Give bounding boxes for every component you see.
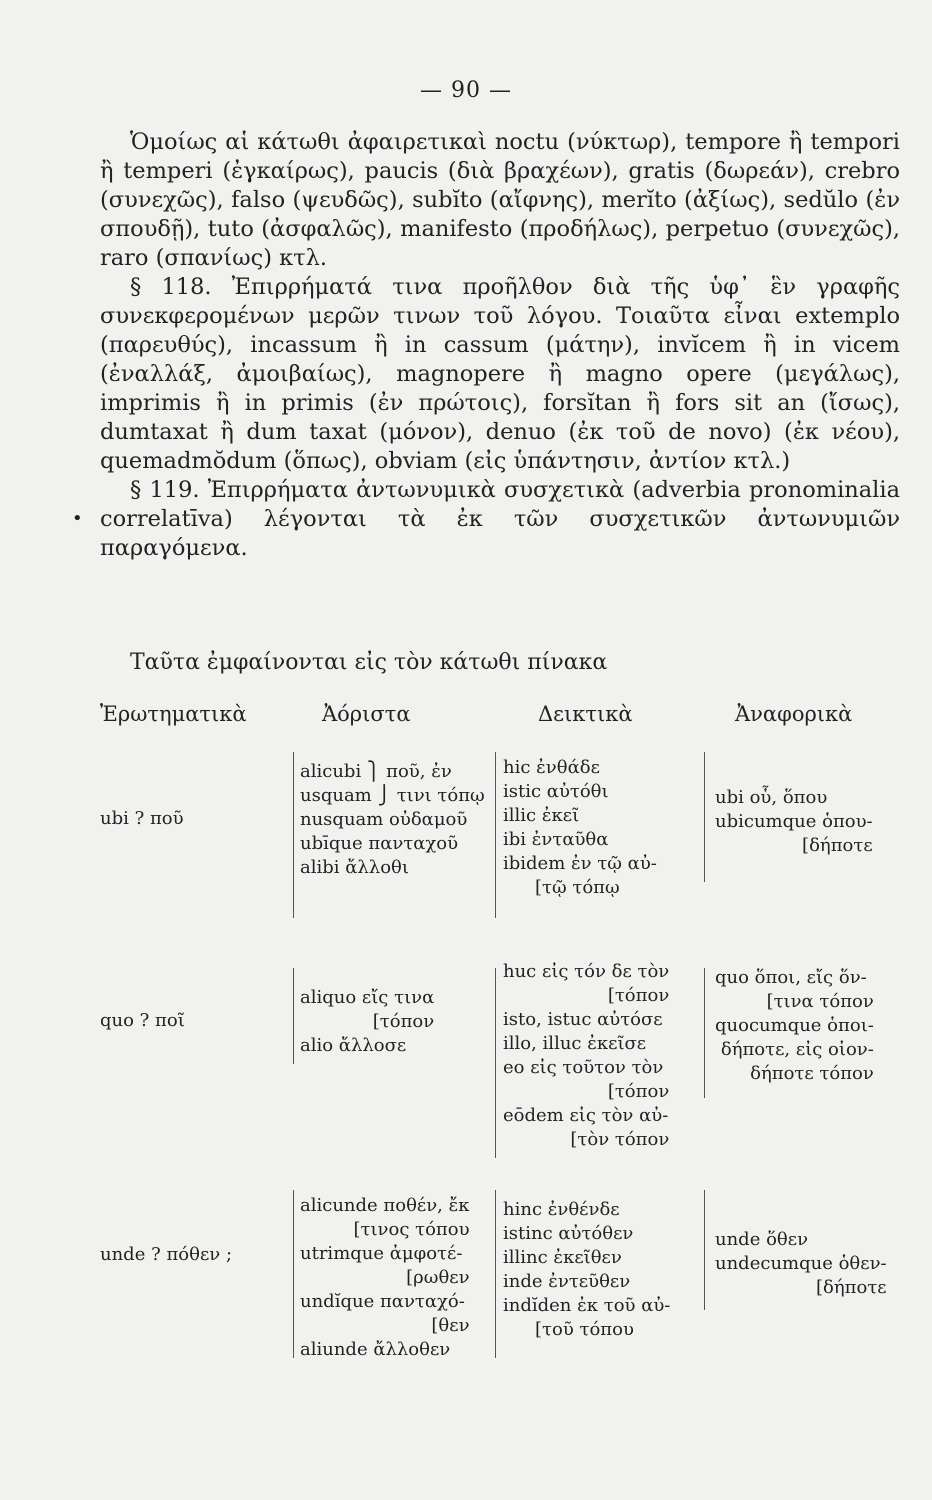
entry: alio ἄλλοσε — [300, 1035, 407, 1056]
cell-quo-indefinite — [300, 986, 434, 1058]
header-interrogative: Ἐρωτηματικὰ — [100, 702, 247, 726]
row-label-quo: quo ? ποῖ — [100, 1010, 185, 1031]
entry-continuation: [ρωθεν — [406, 1267, 470, 1288]
entry: huc εἰς τόν δε τὸν — [503, 961, 670, 982]
entry: quocumque ὁποι- — [715, 1015, 874, 1036]
margin-mark: • — [72, 508, 83, 529]
cell-ubi-relative — [715, 786, 873, 858]
row-label-unde: unde ? πόθεν ; — [100, 1244, 233, 1265]
cell-ubi-indefinite — [300, 760, 485, 880]
entry: ibi ἐνταῦθα — [503, 829, 609, 850]
entry: ibidem ἐν τῷ αὐ- — [503, 853, 657, 874]
header-indefinite: Ἀόριστα — [322, 702, 411, 726]
rule-unde-left — [293, 1190, 294, 1358]
entry: ubīque πανταχοῦ — [300, 833, 459, 854]
rule-quo-mid — [495, 968, 496, 1158]
page-number: — 90 — — [420, 78, 512, 103]
entry-continuation: [τόπον — [607, 985, 670, 1006]
entry: eo εἰς τοῦτον τὸν — [503, 1057, 664, 1078]
rule-quo-left — [293, 968, 294, 1064]
entry-continuation: [τὸν τόπον — [570, 1129, 670, 1150]
rule-quo-right — [704, 968, 705, 1098]
entry-continuation: [δήποτε — [816, 1277, 887, 1298]
entry: quo ὅποι, εἴς ὅν- — [715, 967, 867, 988]
entry-continuation: δήποτε τόπον — [750, 1063, 874, 1084]
prose-block — [100, 128, 900, 563]
cell-quo-relative — [715, 966, 874, 1086]
entry: eōdem εἰς τὸν αὐ- — [503, 1105, 669, 1126]
rule-ubi-mid — [495, 752, 496, 918]
entry: alibi ἄλλοθι — [300, 857, 409, 878]
entry: illinc ἐκεῖθεν — [503, 1247, 622, 1268]
entry: illic ἐκεῖ — [503, 805, 580, 826]
rule-unde-mid — [495, 1190, 496, 1358]
entry: ubicumque ὁπου- — [715, 811, 873, 832]
entry: aliquo εἴς τινα — [300, 987, 435, 1008]
entry-continuation: [θεν — [431, 1315, 470, 1336]
entry-continuation: [τινος τόπου — [353, 1219, 470, 1240]
entry-continuation: [τοῦ τόπου — [535, 1319, 634, 1340]
entry: indĭden ἐκ τοῦ αὐ- — [503, 1295, 671, 1316]
cell-ubi-demonstrative — [503, 756, 657, 900]
table-intro: Ταῦτα ἐμφαίνονται εἰς τὸν κάτωθι πίνακα — [130, 650, 608, 675]
header-demonstrative: Δεικτικὰ — [538, 702, 633, 726]
entry: undecumque ὁθεν- — [715, 1253, 887, 1274]
entry: illo, illuc ἐκεῖσε — [503, 1033, 647, 1054]
entry-continuation: [δήποτε — [802, 835, 873, 856]
entry: alicubi ⎫ ποῦ, ἐν — [300, 761, 452, 782]
row-label-ubi: ubi ? ποῦ — [100, 808, 184, 829]
entry: ubi οὗ, ὅπου — [715, 787, 828, 808]
entry: alicunde ποθέν, ἔκ — [300, 1195, 470, 1216]
entry: nusquam οὐδαμοῦ — [300, 809, 468, 830]
entry: usquam ⎭ τινι τόπῳ — [300, 785, 485, 806]
rule-unde-right — [704, 1190, 705, 1310]
paragraph-118: § 118. Ἐπιρρήματά τινα προῆλθον διὰ τῆς ὑφ᾽ ἓν γραφῆς συνεκφερομένων μερῶν τινων τοῦ λόγου. Τοιαῦτα εἶναι extemplo (παρευθύς), incassum ἢ in cassum (μάτην), invĭcem ἢ in vicem (ἐναλλάξ, ἀμοιβαίως), magnopere ἢ magno opere (μεγάλως), imprimis ἢ in primis (ἐν πρώτοις), forsĭtan ἢ fors sit an (ἴσως), dumtaxat ἢ dum taxat (μόνον), denuo (ἐκ τοῦ de novo) (ἐκ νέου), quemadmŏdum (ὅπως), obviam (εἰς ὑπάντησιν, ἀντίον κτλ.) — [100, 274, 900, 474]
rule-ubi-right — [704, 752, 705, 882]
entry: unde ὅθεν — [715, 1229, 809, 1250]
entry-continuation: [τῷ τόπῳ — [535, 877, 620, 898]
entry-continuation: δήποτε, εἰς οἱον- — [720, 1039, 874, 1060]
entry: hinc ἐνθένδε — [503, 1199, 620, 1220]
header-relative: Ἀναφορικὰ — [735, 702, 853, 726]
paragraph-ablatives: Ὁμοίως αἱ κάτωθι ἀφαιρετικαὶ noctu (νύκτωρ), tempore ἢ tempori ἢ temperi (ἐγκαίρως), paucis (διὰ βραχέων), gratis (δωρεάν), crebro (συνεχῶς), falso (ψευδῶς), subĭto (αἴφνης), merĭto (ἀξίως), sedŭlo (ἐν σπουδῇ), tuto (ἀσφαλῶς), manifesto (προδήλως), perpetuo (συνεχῶς), raro (σπανίως) κτλ. — [100, 129, 900, 271]
cell-unde-demonstrative — [503, 1198, 670, 1342]
paragraph-119: § 119. Ἐπιρρήματα ἀντωνυμικὰ συσχετικὰ (adverbia pronominalia correlatīva) λέγονται τὰ ἐκ τῶν συσχετικῶν ἀντωνυμιῶν παραγόμενα. — [100, 477, 900, 561]
entry-continuation: [τόπον — [607, 1081, 670, 1102]
entry-continuation: [τινα τόπον — [766, 991, 874, 1012]
entry: undĭque πανταχό- — [300, 1291, 465, 1312]
entry: istic αὐτόθι — [503, 781, 609, 802]
cell-unde-relative — [715, 1228, 887, 1300]
entry: utrimque ἀμφοτέ- — [300, 1243, 463, 1264]
cell-unde-indefinite — [300, 1194, 470, 1362]
entry-continuation: [τόπον — [372, 1011, 435, 1032]
entry: aliunde ἄλλοθεν — [300, 1339, 451, 1360]
entry: istinc αὐτόθεν — [503, 1223, 634, 1244]
cell-quo-demonstrative — [503, 960, 669, 1152]
entry: isto, istuc αὐτόσε — [503, 1009, 663, 1030]
entry: hic ἐνθάδε — [503, 757, 600, 778]
rule-ubi-left — [293, 752, 294, 918]
entry: inde ἐντεῦθεν — [503, 1271, 631, 1292]
